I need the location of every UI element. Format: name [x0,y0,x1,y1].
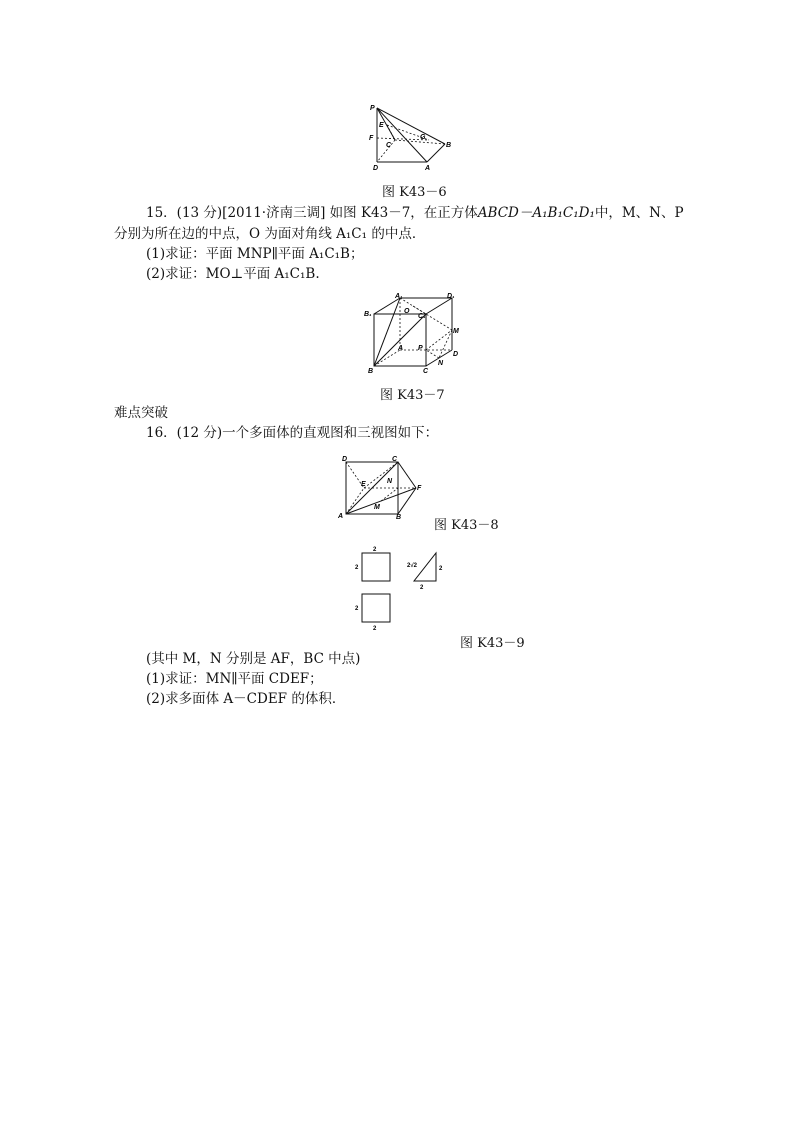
section-heading: 难点突破 [114,405,168,421]
q15-part1: (1)求证：平面 MNP∥平面 A₁C₁B； [146,246,364,262]
figure-k43-8 [336,452,426,520]
fig9-dim-right2: 2 [439,566,443,572]
figure-k43-7 [362,292,467,374]
fig9-dim-top1: 2 [373,547,377,553]
fig7-label-a1: A₁ [395,293,403,300]
fig7-label-c: C [423,368,429,374]
q15-head: 15．(13 分)[2011·济南三调] 如图 K43－7，在正方体 [146,205,478,221]
fig9-dim-bottom2: 2 [420,585,424,591]
front-view [362,553,390,581]
fig7-label-n: N [438,360,444,367]
fig7-label-d1: D₁ [447,293,455,300]
fig8-label-a: A [338,513,344,520]
fig7-label-b: B [368,368,374,374]
q16-part2: (2)求多面体 A－CDEF 的体积． [146,691,346,707]
fig7-label-b1: B₁ [364,311,372,318]
fig8-label-e: E [361,481,366,488]
side-view [414,553,436,581]
fig6-label-a: A [425,165,431,172]
fig8-caption: 图 K43－8 [434,518,499,533]
q16-head: 16．(12 分)一个多面体的直观图和三视图如下： [146,425,439,441]
fig8-label-b: B [396,514,402,520]
q15-part2: (2)求证：MO⊥平面 A₁C₁B. [146,266,320,282]
fig6-label-g: G [420,134,426,141]
fig6-caption: 图 K43－6 [382,185,447,200]
fig8-label-d: D [342,456,348,463]
fig7-label-d: D [453,351,459,358]
q15-line2: 分别为所在边的中点，O 为面对角线 A₁C₁ 的中点． [114,226,426,242]
fig7-label-p: P [418,345,423,352]
q15-body: ABCD－A₁B₁C₁D₁ [477,205,595,221]
fig7-label-o: O [404,308,410,315]
top-view [362,594,390,622]
fig6-label-d: D [373,165,379,172]
fig9-caption: 图 K43－9 [460,636,525,651]
fig9-dim-hyp: 2√2 [407,563,417,569]
fig6-label-e: E [379,122,384,129]
fig7-label-a: A [398,345,404,352]
fig6-label-p: P [370,105,375,112]
fig8-label-n: N [387,478,393,485]
fig7-caption: 图 K43－7 [380,388,445,403]
q15-tail: 中，M、N、P [594,205,684,221]
fig8-label-f: F [417,485,422,492]
q15-line1 [146,204,684,222]
fig9-dim-left3: 2 [355,606,359,612]
fig9-dim-left1: 2 [355,565,359,571]
figure-k43-9 [352,543,452,633]
fig8-label-m: M [374,504,380,511]
fig6-label-f: F [369,135,374,142]
fig9-dim-bottom3: 2 [373,626,377,632]
fig6-label-c: C [386,142,392,149]
fig7-label-c1: C₁ [418,313,426,320]
fig8-label-c: C [392,456,398,463]
q16-note: (其中 M，N 分别是 AF，BC 中点) [146,651,361,667]
q16-part1: (1)求证：MN∥平面 CDEF； [146,671,323,687]
fig7-label-m: M [453,328,459,335]
figure-k43-6 [365,100,460,175]
fig6-label-b: B [446,142,452,149]
